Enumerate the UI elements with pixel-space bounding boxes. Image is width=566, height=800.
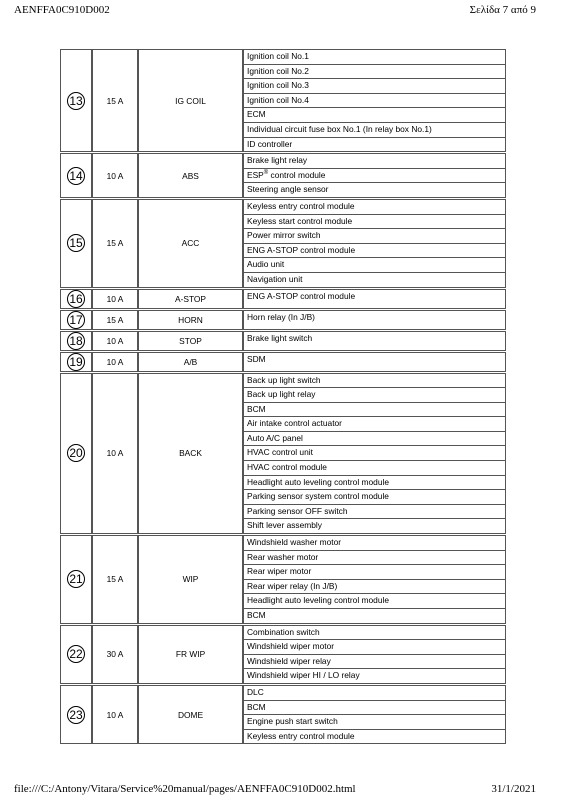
component-item: ENG A-STOP control module — [244, 244, 505, 259]
protected-components — [243, 331, 506, 351]
protected-components — [243, 310, 506, 330]
fuse-row — [60, 625, 506, 684]
component-item: Keyless start control module — [244, 215, 505, 230]
protected-components — [243, 535, 506, 624]
component-item: HVAC control module — [244, 461, 505, 476]
fuse-rating: 10 A — [92, 685, 138, 744]
component-item: Windshield wiper motor — [244, 640, 505, 655]
circuit-name: DOME — [138, 685, 243, 744]
fuse-number: 14 — [67, 167, 85, 185]
protected-components — [243, 685, 506, 744]
component-item: Navigation unit — [247, 273, 303, 284]
component-item: Parking sensor OFF switch — [244, 505, 505, 520]
fuse-rating: 15 A — [92, 199, 138, 288]
component-item: Air intake control actuator — [244, 417, 505, 432]
fuse-number: 15 — [67, 234, 85, 252]
component-item: Headlight auto leveling control module — [244, 476, 505, 491]
circuit-name: A/B — [138, 352, 243, 372]
fuse-rating: 10 A — [92, 352, 138, 372]
component-item: Parking sensor system control module — [244, 490, 505, 505]
fuse-number-cell — [60, 289, 92, 309]
component-item: Rear wiper relay (In J/B) — [244, 580, 505, 595]
circuit-name: HORN — [138, 310, 243, 330]
file-path: file:///C:/Antony/Vitara/Service%20manual/pages/AENFFA0C910D002.html — [14, 783, 356, 795]
component-item: Power mirror switch — [244, 229, 505, 244]
fuse-number-cell — [60, 199, 92, 288]
fuse-number: 21 — [67, 570, 85, 588]
print-date: 31/1/2021 — [491, 783, 536, 795]
component-item: Ignition coil No.1 — [244, 50, 505, 65]
fuse-number: 13 — [67, 92, 85, 110]
fuse-row — [60, 289, 506, 309]
protected-components — [243, 49, 506, 152]
fuse-number: 16 — [67, 290, 85, 308]
circuit-name: STOP — [138, 331, 243, 351]
component-item: Auto A/C panel — [244, 432, 505, 447]
circuit-name: BACK — [138, 373, 243, 535]
fuse-number-cell — [60, 625, 92, 684]
circuit-name: FR WIP — [138, 625, 243, 684]
fuse-row — [60, 685, 506, 744]
fuse-number: 23 — [67, 706, 85, 724]
fuse-number: 22 — [67, 645, 85, 663]
fuse-rating: 10 A — [92, 331, 138, 351]
fuse-rating: 15 A — [92, 310, 138, 330]
fuse-rating: 10 A — [92, 289, 138, 309]
fuse-number-cell — [60, 373, 92, 535]
component-item: Engine push start switch — [244, 715, 505, 730]
protected-components — [243, 352, 506, 372]
component-item: Horn relay (In J/B) — [247, 311, 315, 322]
fuse-rating: 10 A — [92, 153, 138, 198]
component-item: BCM — [247, 610, 266, 620]
component-item: ENG A-STOP control module — [247, 290, 356, 301]
component-item: Keyless entry control module — [247, 730, 355, 741]
fuse-number: 20 — [67, 444, 85, 462]
protected-components — [243, 625, 506, 684]
circuit-name: ACC — [138, 199, 243, 288]
component-item: Steering angle sensor — [247, 184, 329, 195]
component-item: DLC — [244, 686, 505, 701]
component-item: Ignition coil No.2 — [244, 65, 505, 80]
fuse-number-cell — [60, 352, 92, 372]
fuse-number-cell — [60, 153, 92, 198]
fuse-number: 19 — [67, 353, 85, 371]
protected-components — [243, 199, 506, 288]
component-item: ECM — [244, 108, 505, 123]
circuit-name: WIP — [138, 535, 243, 624]
component-item: Windshield wiper HI / LO relay — [247, 670, 360, 681]
component-item: Rear wiper motor — [244, 565, 505, 580]
fuse-number-cell — [60, 331, 92, 351]
fuse-number-cell — [60, 685, 92, 744]
circuit-name: IG COIL — [138, 49, 243, 152]
fuse-row — [60, 352, 506, 372]
fuse-rating: 10 A — [92, 373, 138, 535]
component-item: SDM — [247, 353, 266, 364]
component-item: Shift lever assembly — [247, 520, 322, 531]
circuit-name: A-STOP — [138, 289, 243, 309]
circuit-name: ABS — [138, 153, 243, 198]
fuse-rating: 30 A — [92, 625, 138, 684]
fuse-row — [60, 535, 506, 624]
fuse-number: 17 — [67, 311, 85, 329]
protected-components — [243, 153, 506, 198]
component-item: ESP® control module — [244, 169, 505, 184]
component-item: ID controller — [247, 138, 293, 149]
component-item: Windshield washer motor — [244, 536, 505, 551]
component-item: Ignition coil No.3 — [244, 79, 505, 94]
fuse-rating: 15 A — [92, 535, 138, 624]
protected-components — [243, 289, 506, 309]
component-item: BCM — [244, 701, 505, 716]
fuse-number-cell — [60, 49, 92, 152]
fuse-number-cell — [60, 310, 92, 330]
component-item: Ignition coil No.4 — [244, 94, 505, 109]
fuse-row — [60, 199, 506, 288]
fuse-rating: 15 A — [92, 49, 138, 152]
component-item: Brake light relay — [244, 154, 505, 169]
fuse-number: 18 — [67, 332, 85, 350]
document-id: AENFFA0C910D002 — [14, 4, 110, 16]
fuse-row — [60, 49, 506, 152]
component-item: BCM — [244, 403, 505, 418]
component-item: Rear washer motor — [244, 551, 505, 566]
component-item: Headlight auto leveling control module — [244, 594, 505, 609]
component-item: Back up light relay — [244, 388, 505, 403]
fuse-number-cell — [60, 535, 92, 624]
fuse-row — [60, 310, 506, 330]
component-item: Individual circuit fuse box No.1 (In relay box No.1) — [244, 123, 505, 138]
component-item: Keyless entry control module — [244, 200, 505, 215]
fuse-row — [60, 373, 506, 535]
protected-components — [243, 373, 506, 535]
fuse-table — [60, 49, 506, 744]
component-item: HVAC control unit — [244, 446, 505, 461]
component-item: Brake light switch — [247, 332, 313, 343]
fuse-row — [60, 153, 506, 198]
component-item: Combination switch — [244, 626, 505, 641]
fuse-row — [60, 331, 506, 351]
component-item: Audio unit — [244, 258, 505, 273]
component-item: Windshield wiper relay — [244, 655, 505, 670]
page-number: Σελίδα 7 από 9 — [469, 4, 536, 16]
component-item: Back up light switch — [244, 374, 505, 389]
